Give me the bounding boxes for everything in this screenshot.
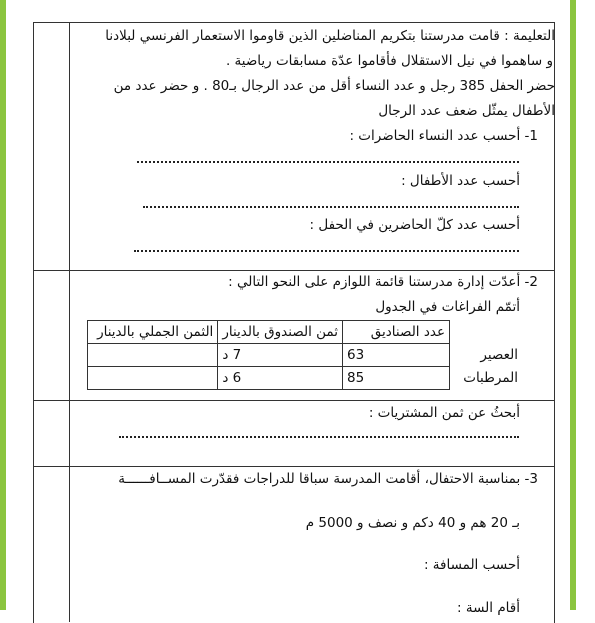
- problem-line-2: الأطفال يمثّل ضعف عدد الرجال: [378, 103, 555, 119]
- juice-total-blank[interactable]: [88, 344, 218, 367]
- question-3-distance-values: بـ 20 هم و 40 دكم و نصف و 5000 م: [305, 515, 520, 531]
- score-column-divider: [69, 22, 70, 622]
- sweets-total-blank[interactable]: [88, 367, 218, 390]
- answer-line-1b[interactable]: [143, 205, 519, 208]
- sweets-boxes: 85: [343, 367, 450, 390]
- left-green-border: [0, 0, 6, 610]
- supplies-table: [87, 320, 522, 390]
- table-header-box-price: ثمن الصندوق بالدينار: [218, 321, 343, 344]
- instruction-line-2: و ساهموا في نيل الاستقلال فأقاموا عدّة مسابقات رياضية .: [225, 53, 553, 69]
- question-3-compute: أحسب المسافة :: [423, 557, 520, 573]
- question-2-title: 2- أعدّت إدارة مدرستنا قائمة اللوازم على النحو التالي :: [228, 274, 538, 290]
- question-2-purchases: أبحثُ عن ثمن المشتريات :: [368, 405, 520, 421]
- question-1b: أحسب عدد الأطفال :: [401, 173, 520, 189]
- section-divider-1: [33, 270, 554, 271]
- table-row: [88, 367, 523, 390]
- question-3-cut-line: أقام السة :: [457, 600, 520, 616]
- answer-line-1a[interactable]: [137, 160, 519, 163]
- row-label-juice: العصير: [480, 347, 518, 363]
- juice-box-price: 7 د: [218, 344, 343, 367]
- table-header-row: [88, 321, 523, 344]
- instruction-line-1: التعليمة : قامت مدرستنا بتكريم المناضلين الذين قاوموا الاستعمار الفرنسي لبلادنا: [105, 28, 555, 44]
- section-divider-2: [33, 400, 554, 401]
- question-1c: أحسب عدد كلّ الحاضرين في الحفل :: [309, 217, 520, 233]
- table-header-empty: [450, 321, 523, 344]
- juice-boxes: 63: [343, 344, 450, 367]
- row-label-sweets: المرطبات: [463, 370, 518, 386]
- sweets-box-price: 6 د: [218, 367, 343, 390]
- section-divider-3: [33, 466, 554, 467]
- answer-line-1c[interactable]: [134, 249, 519, 252]
- problem-line-1: حضر الحفل 385 رجل و عدد النساء أقل من عدد الرجال بـ80 . و حضر عدد من: [113, 78, 555, 94]
- table-header-boxes: عدد الصناديق: [343, 321, 450, 344]
- question-2-subtitle: أتمّم الفراغات في الجدول: [375, 299, 520, 315]
- question-3-title: 3- بمناسبة الاحتفال، أقامت المدرسة سباقا للدراجات فقدّرت المســافــــــة: [118, 471, 538, 487]
- question-1a: 1- أحسب عدد النساء الحاضرات :: [349, 128, 538, 144]
- answer-line-2[interactable]: [119, 435, 519, 438]
- right-green-border: [570, 0, 576, 610]
- table-row: [88, 344, 523, 367]
- table-header-total: الثمن الجملي بالدينار: [88, 321, 218, 344]
